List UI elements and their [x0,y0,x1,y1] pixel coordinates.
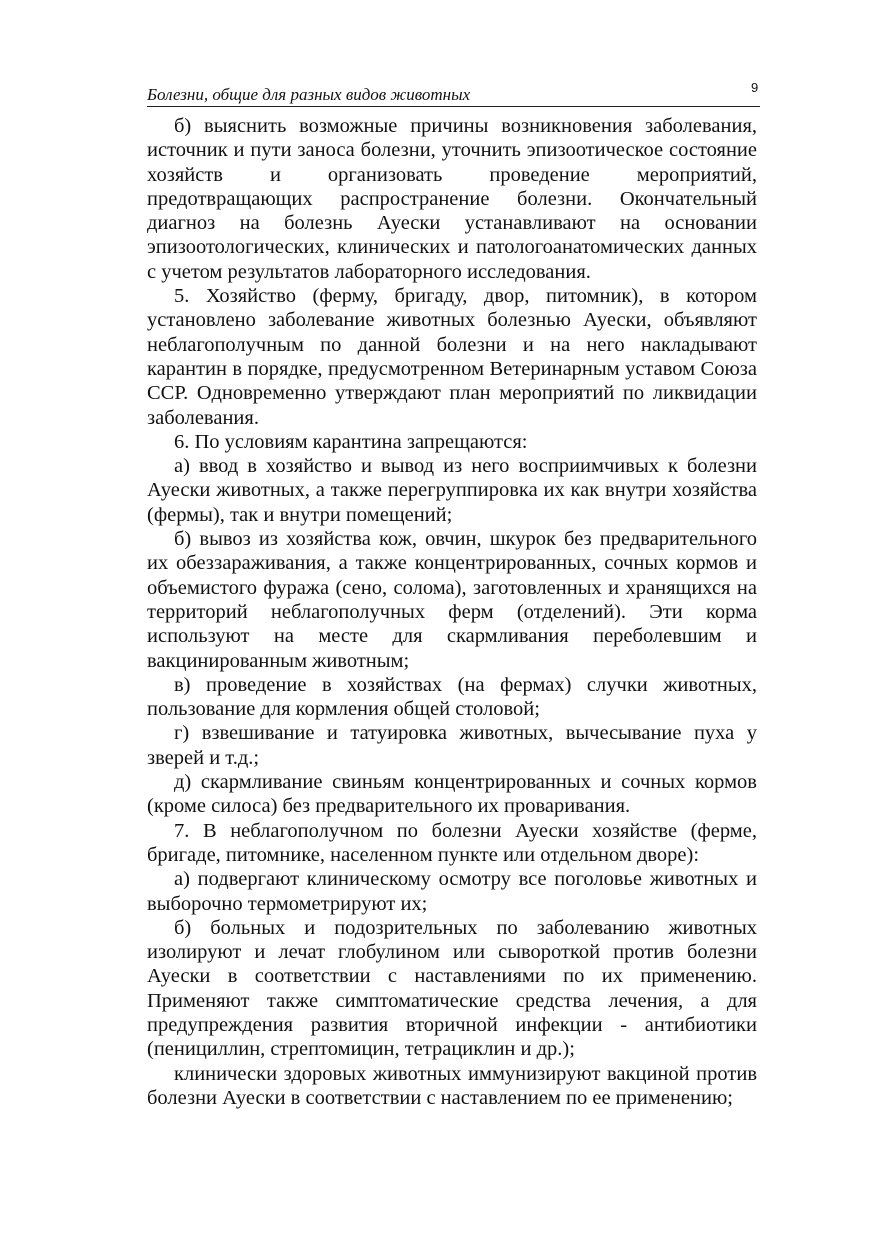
paragraph-b-investigate: б) выяснить возможные причины возникновения заболевания, источник и пути заноса болезни, уточнить эпизоотическое состояние хозяйств и организовать проведение мероприятий, предотвращающих распространение болезни. Окончательный диагноз на болезнь Ауески устанавливают на основании эпизоотологических, клинических и патологоанатомических данных с учетом результатов лабораторного исследования. [147,115,757,283]
paragraph-6b: б) вывоз из хозяйства кож, овчин, шкурок без предварительного их обеззараживания, а также концентрированных, сочных кормов и объемистого фуража (сено, солома), заготовленных и хранящихся на территорий неблагополучных ферм (отделений). Эти корма используют на месте для скармливания переболевшим и вакцинированным животным; [147,528,757,672]
paragraph-6g: г) взвешивание и татуировка животных, вычесывание пуха у зверей и т.д.; [147,722,757,769]
paragraph-6d: д) скармливание свиньям концентрированных и сочных кормов (кроме силоса) без предварительного их проваривания. [147,771,757,818]
running-header [147,84,760,107]
page-number: 9 [751,80,759,95]
running-title: Болезни, общие для разных видов животных [147,85,471,104]
page-body [147,114,757,1110]
paragraph-7-vaccination: клинически здоровых животных иммунизируют вакциной против болезни Ауески в соответствии с наставлением по ее применению; [147,1062,757,1109]
paragraph-7b: б) больных и подозрительных по заболеванию животных изолируют и лечат глобулином или сывороткой против болезни Ауески в соответствии с наставлениями по их применению. Применяют также симптоматические средства лечения, а для предупреждения развития вторичной инфекции - антибиотики (пенициллин, стрептомицин, тетрациклин и др.); [147,916,757,1061]
paragraph-7a: а) подвергают клиническому осмотру все поголовье животных и выборочно термометрируют их; [147,868,757,915]
paragraph-5-quarantine: 5. Хозяйство (ферму, бригаду, двор, питомник), в котором установлено заболевание животных болезнью Ауески, объявляют неблагополучным по данной болезни и на него накладывают карантин в порядке, предусмотренном Ветеринарным уставом Союза ССР. Одновременно утверждают план мероприятий по ликвидации заболевания. [147,285,757,429]
paragraph-6a: а) ввод в хозяйство и вывод из него восприимчивых к болезни Ауески животных, а также перегруппировка их как внутри хозяйства (фермы), так и внутри помещений; [147,455,757,526]
paragraph-6v: в) проведение в хозяйствах (на фермах) случки животных, пользование для кормления общей столовой; [147,673,757,721]
paragraph-7-measures: 7. В неблагополучном по болезни Ауески хозяйстве (ферме, бригаде, питомнике, населенном пункте или отдельном дворе): [147,819,757,866]
paragraph-6-prohibitions: 6. По условиям карантина запрещаются: [174,430,528,453]
